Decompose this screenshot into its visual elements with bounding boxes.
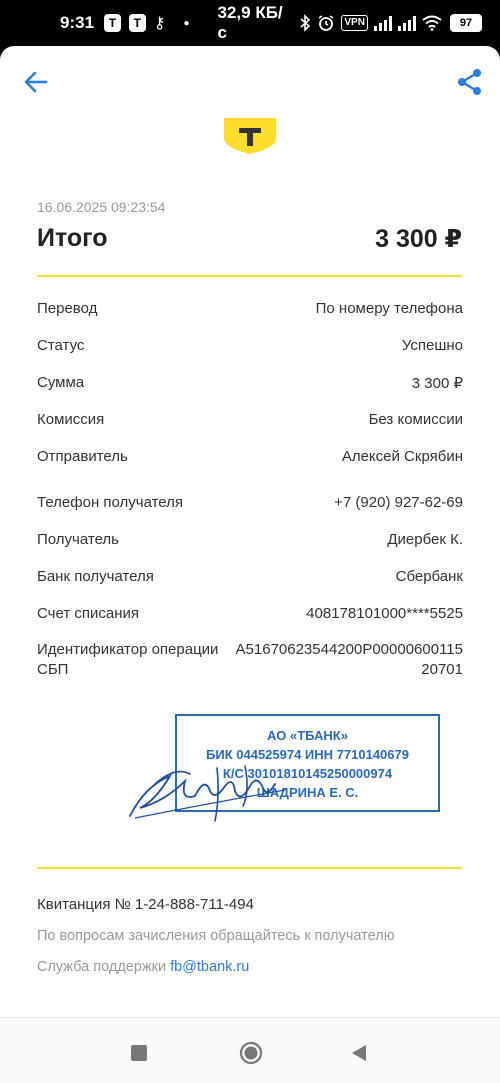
stamp-line: АО «ТБАНК» <box>267 728 348 743</box>
detail-row <box>37 300 463 317</box>
detail-label: Телефон получателя <box>37 494 184 511</box>
receipt-number: Квитанция № 1-24-888-711-494 <box>37 896 254 913</box>
detail-label: Получатель <box>37 531 119 548</box>
total-amount: 3 300 ₽ <box>375 225 462 253</box>
detail-row <box>37 337 463 354</box>
share-icon <box>456 68 484 96</box>
detail-row <box>37 411 463 428</box>
support-email-link[interactable]: fb@tbank.ru <box>170 959 250 975</box>
detail-value: Без комиссии <box>368 411 463 428</box>
detail-value: 408178101000****5525 <box>306 605 463 622</box>
tbank-notification-icon: T <box>104 14 121 32</box>
status-time: 9:31 <box>60 13 95 32</box>
detail-label: Отправитель <box>37 448 128 465</box>
signature-image <box>125 746 295 826</box>
detail-row <box>37 448 463 465</box>
vpn-badge: VPN <box>341 15 368 31</box>
detail-label: Перевод <box>37 300 98 317</box>
receipt-sheet <box>0 46 500 1017</box>
bluetooth-icon <box>299 14 311 32</box>
support-label: Служба поддержки <box>37 959 171 975</box>
signal-icon-1 <box>374 15 392 31</box>
detail-value: A51670623544200P00000600115 20701 <box>235 641 463 678</box>
divider-bottom <box>37 867 462 869</box>
detail-label: Комиссия <box>37 411 105 428</box>
support-line <box>37 959 249 975</box>
network-speed: 32,9 КБ/с <box>217 3 283 42</box>
key-icon: ⚷ <box>153 15 166 32</box>
alarm-icon <box>317 14 335 32</box>
detail-value: Успешно <box>401 337 463 354</box>
transaction-datetime: 16.06.2025 09:23:54 <box>37 199 166 215</box>
detail-label: Идентификатор операции СБП <box>37 641 219 678</box>
detail-label: Статус <box>37 337 85 354</box>
battery-indicator: 97 <box>450 14 482 32</box>
detail-row <box>37 640 463 680</box>
detail-value: 3 300 ₽ <box>411 375 463 392</box>
square-icon <box>131 1045 147 1061</box>
triangle-back-icon <box>350 1044 368 1062</box>
detail-label: Сумма <box>37 374 85 391</box>
arrow-left-icon <box>22 68 50 96</box>
wifi-icon <box>422 15 442 31</box>
detail-row <box>37 531 463 548</box>
system-nav-bar <box>0 1017 500 1083</box>
dot-icon: ● <box>183 17 190 29</box>
detail-row <box>37 374 463 392</box>
bank-stamp-area <box>125 714 445 824</box>
detail-value: Сбербанк <box>395 568 463 585</box>
detail-value: Алексей Скрябин <box>341 448 463 465</box>
tbank-logo <box>224 118 276 154</box>
circle-icon <box>239 1041 263 1065</box>
stamp-line: БИК 044525974 ИНН 7710140679 <box>206 747 409 762</box>
detail-label: Банк получателя <box>37 568 154 585</box>
detail-value: +7 (920) 927-62-69 <box>334 494 463 511</box>
total-label: Итого <box>37 224 108 252</box>
tbank-notification-icon-2: T <box>129 14 146 32</box>
home-button[interactable] <box>239 1041 263 1070</box>
stamp-line: К/С 30101810145250000974 <box>222 766 393 781</box>
detail-label: Счет списания <box>37 605 139 622</box>
back-button[interactable] <box>22 68 50 96</box>
divider-top <box>37 275 462 277</box>
detail-row <box>37 605 463 622</box>
back-nav-button[interactable] <box>350 1044 368 1067</box>
recents-button[interactable] <box>131 1045 147 1066</box>
detail-value: Диербек К. <box>387 531 463 548</box>
stamp-line: ШАДРИНА Е. С. <box>256 785 359 800</box>
status-bar <box>0 0 500 46</box>
detail-row <box>37 568 463 585</box>
detail-value: По номеру телефона <box>315 300 463 317</box>
question-note: По вопросам зачисления обращайтесь к получателю <box>37 928 395 944</box>
detail-row <box>37 494 463 511</box>
signal-icon-2 <box>398 15 416 31</box>
share-button[interactable] <box>456 68 484 96</box>
